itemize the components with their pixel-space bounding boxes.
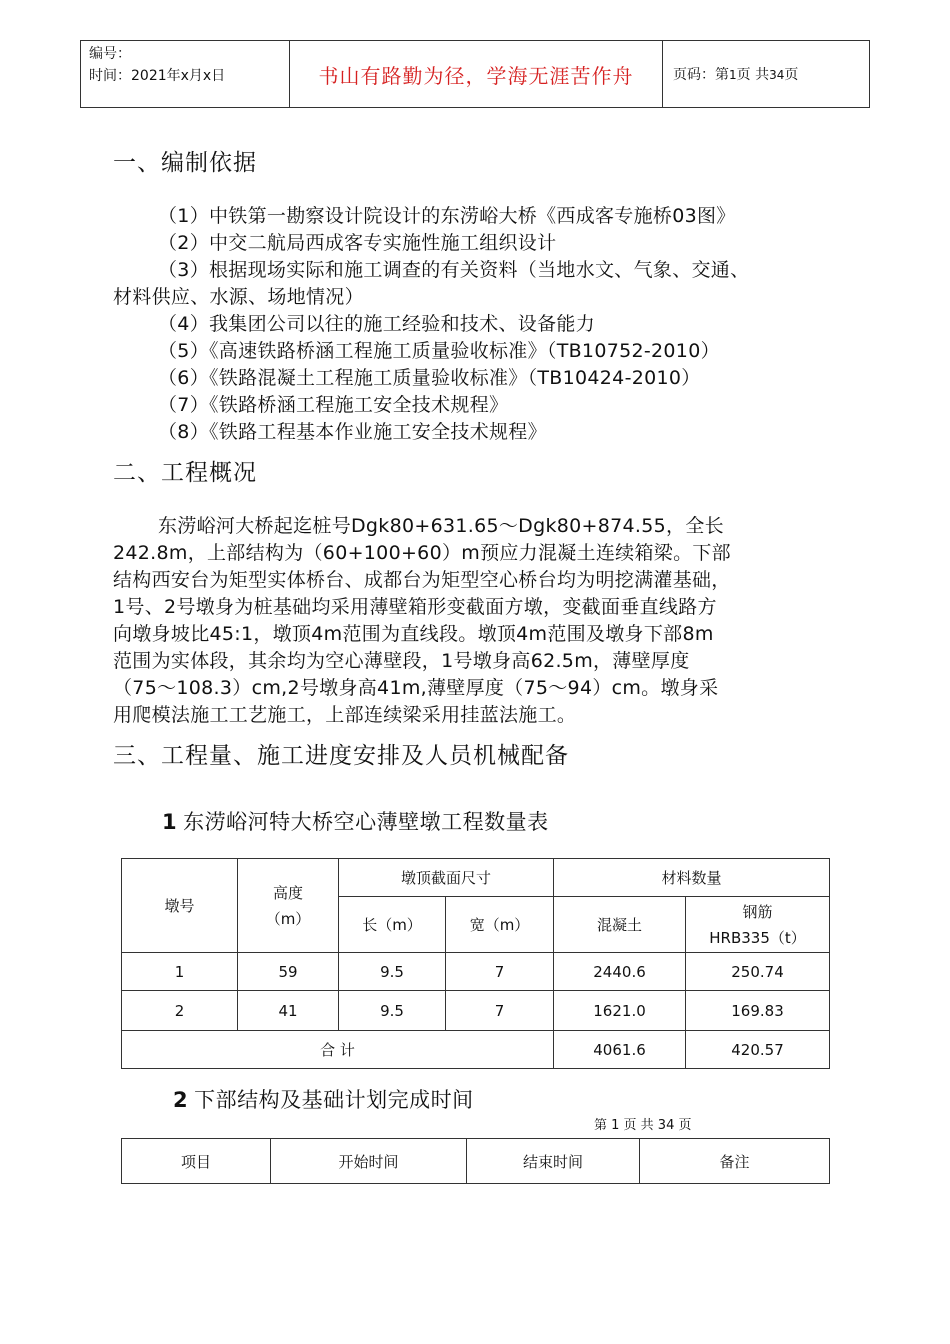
cell-length: 9.5	[339, 991, 446, 1031]
overview-line-8: 用爬模法施工工艺施工，上部连续梁采用挂蓝法施工。	[113, 704, 577, 726]
cell-steel: 169.83	[686, 991, 830, 1031]
page-suffix: 页	[784, 67, 799, 83]
basis-item-2: （2）中交二航局西成客专实施性施工组织设计	[158, 232, 557, 254]
table-1-title-text: 东涝峪河特大桥空心薄壁墩工程数量表	[183, 810, 549, 834]
page-mid: 页 共	[736, 67, 770, 83]
cell-steel: 250.74	[686, 953, 830, 991]
basis-item-5: （5）《高速铁路桥涵工程施工质量验收标准》（TB10752-2010）	[158, 340, 720, 362]
col-header-width: 宽（m）	[446, 897, 554, 953]
col-header-steel-unit: HRB335（t）	[709, 928, 806, 947]
overview-line-3: 结构西安台为矩型实体桥台、成都台为矩型空心桥台均为明挖满灌基础，	[113, 569, 731, 591]
table-1-number: 1	[162, 810, 178, 834]
overview-line-2: 242.8m，上部结构为（60+100+60）m预应力混凝土连续箱梁。下部	[113, 542, 731, 564]
table-row	[122, 991, 830, 1031]
col-header-steel-label: 钢筋	[742, 902, 773, 921]
doc-time-label: 时间：2021年x月x日	[89, 68, 226, 84]
overview-line-6: 范围为实体段，其余均为空心薄壁段，1号墩身高62.5m，薄壁厚度	[113, 650, 690, 672]
col-header-length: 长（m）	[339, 897, 446, 953]
col-header-note: 备注	[640, 1139, 830, 1184]
cell-height: 41	[238, 991, 339, 1031]
section-2-title: 二、工程概况	[113, 460, 257, 486]
quantity-table	[121, 858, 830, 1069]
doc-number-label: 编号：	[89, 46, 131, 62]
col-header-height-unit: （m）	[265, 909, 311, 928]
cell-length: 9.5	[339, 953, 446, 991]
page-header	[80, 40, 870, 108]
table-2-title-text: 下部结构及基础计划完成时间	[194, 1088, 474, 1112]
page-footer-note: 第 1 页 共 34 页	[594, 1118, 692, 1133]
cell-width: 7	[446, 991, 554, 1031]
col-header-height-label: 高度	[272, 883, 303, 902]
overview-line-1: 东涝峪河大桥起迄桩号Dgk80+631.65～Dgk80+874.55，全长	[158, 515, 724, 537]
header-motto: 书山有路勤为径，学海无涯苦作舟	[290, 41, 663, 108]
table-2-title	[173, 1084, 474, 1114]
basis-item-1: （1）中铁第一勘察设计院设计的东涝峪大桥《西成客专施桥03图》	[158, 205, 736, 227]
page-number: 1	[729, 68, 737, 82]
table-1-title	[162, 806, 549, 836]
total-concrete: 4061.6	[554, 1031, 686, 1069]
basis-item-4: （4）我集团公司以往的施工经验和技术、设备能力	[158, 313, 595, 335]
doc-meta	[81, 41, 290, 108]
basis-item-7: （7）《铁路桥涵工程施工安全技术规程》	[158, 394, 509, 416]
table-2-number: 2	[173, 1088, 189, 1112]
cell-height: 59	[238, 953, 339, 991]
col-header-section: 墩顶截面尺寸	[339, 859, 554, 897]
cell-concrete: 1621.0	[554, 991, 686, 1031]
section-3-title: 三、工程量、施工进度安排及人员机械配备	[113, 743, 569, 769]
col-header-height	[238, 859, 339, 953]
basis-item-6: （6）《铁路混凝土工程施工质量验收标准》（TB10424-2010）	[158, 367, 701, 389]
col-header-material: 材料数量	[554, 859, 830, 897]
page-prefix: 页码：第	[673, 67, 729, 83]
table-row	[122, 953, 830, 991]
total-steel: 420.57	[686, 1031, 830, 1069]
col-header-pier: 墩号	[122, 859, 238, 953]
overview-line-4: 1号、2号墩身为桩基础均采用薄壁箱形变截面方墩，变截面垂直线路方	[113, 596, 717, 618]
total-label: 合 计	[122, 1031, 554, 1069]
page-total: 34	[769, 68, 785, 82]
cell-width: 7	[446, 953, 554, 991]
col-header-start: 开始时间	[271, 1139, 467, 1184]
basis-item-3: （3）根据现场实际和施工调查的有关资料（当地水文、气象、交通、	[158, 259, 750, 281]
col-header-steel	[686, 897, 830, 953]
cell-concrete: 2440.6	[554, 953, 686, 991]
page-indicator	[663, 41, 870, 108]
col-header-concrete: 混凝土	[554, 897, 686, 953]
overview-line-7: （75～108.3）cm,2号墩身高41m,薄壁厚度（75～94）cm。墩身采	[113, 677, 719, 699]
basis-item-3-cont: 材料供应、水源、场地情况）	[113, 286, 364, 308]
schedule-table	[121, 1138, 830, 1184]
overview-line-5: 向墩身坡比45:1，墩顶4m范围为直线段。墩顶4m范围及墩身下部8m	[113, 623, 714, 645]
section-1-title: 一、编制依据	[113, 150, 257, 176]
basis-item-8: （8）《铁路工程基本作业施工安全技术规程》	[158, 421, 547, 443]
cell-pier: 2	[122, 991, 238, 1031]
cell-pier: 1	[122, 953, 238, 991]
table-total-row	[122, 1031, 830, 1069]
col-header-end: 结束时间	[467, 1139, 640, 1184]
col-header-item: 项目	[122, 1139, 271, 1184]
